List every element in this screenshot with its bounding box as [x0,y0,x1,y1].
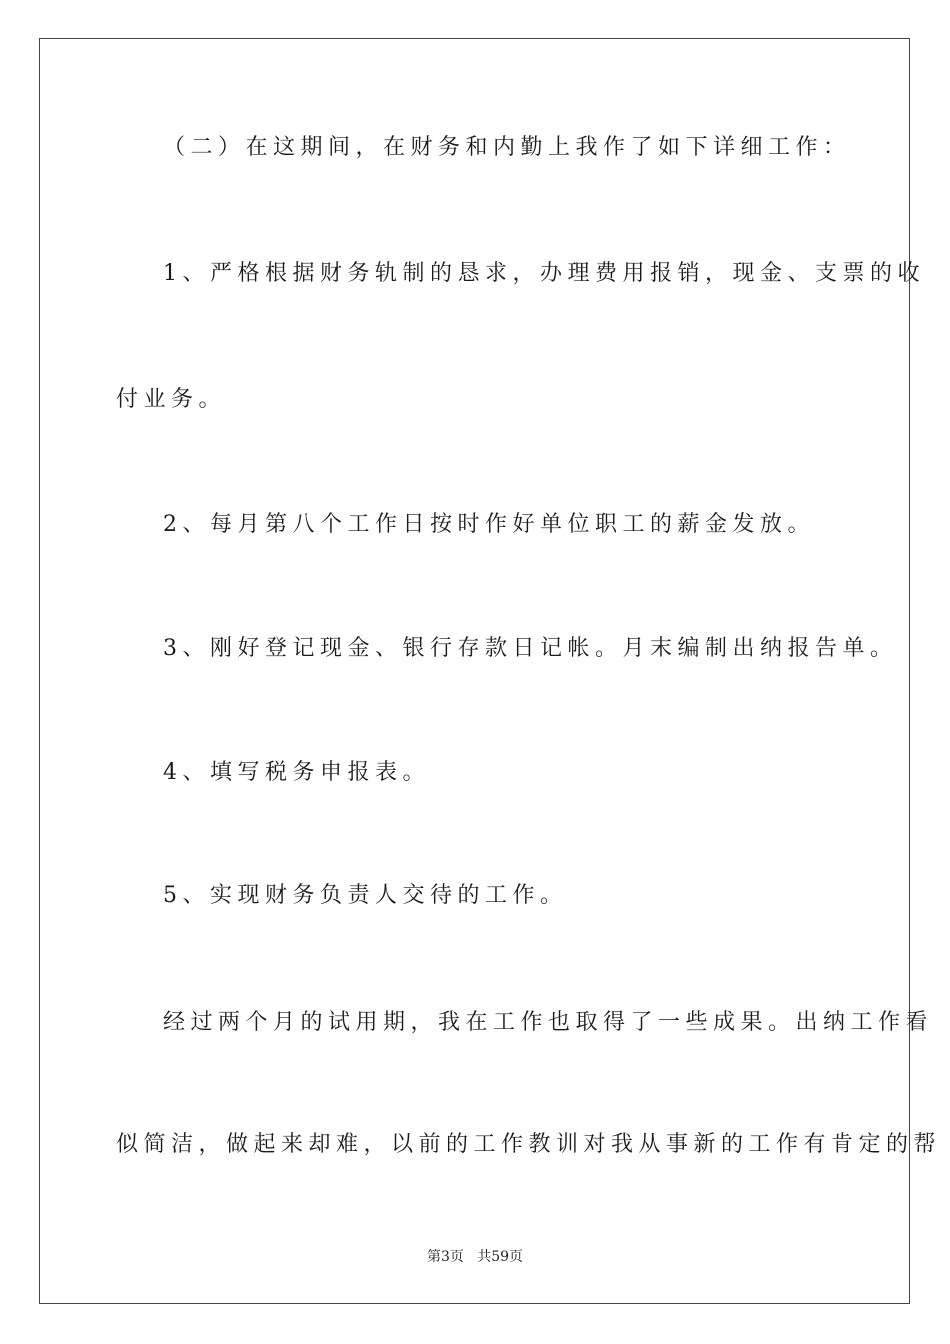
paragraph-heading: （二）在这期间，在财务和内勤上我作了如下详细工作： [163,135,851,160]
list-item-4: 4、填写税务申报表。 [163,760,430,785]
body-paragraph: 经过两个月的试用期，我在工作也取得了一些成果。出纳工作看 [163,1010,934,1035]
list-item-5: 5、实现财务负责人交待的工作。 [163,883,568,908]
body-paragraph-continuation: 似简洁，做起来却难，以前的工作教训对我从事新的工作有肯定的帮 [116,1132,942,1157]
list-item-1-continuation: 付业务。 [116,387,227,412]
page-border [39,38,910,1304]
list-item-1: 1、严格根据财务轨制的恳求，办理费用报销，现金、支票的收 [163,261,925,286]
list-item-2: 2、每月第八个工作日按时作好单位职工的薪金发放。 [163,512,815,537]
list-item-3: 3、刚好登记现金、银行存款日记帐。月末编制出纳报告单。 [163,636,898,661]
page-number-footer: 第3页 共59页 [426,1249,524,1265]
